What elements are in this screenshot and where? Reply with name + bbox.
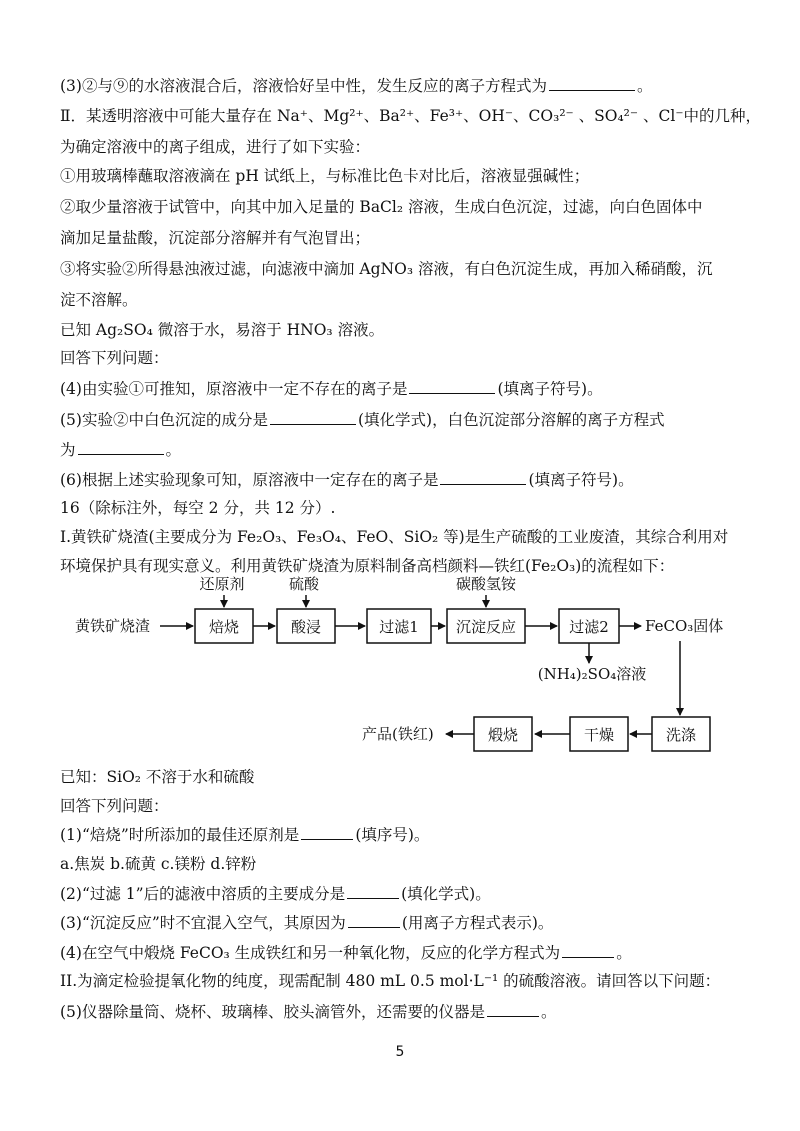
calcine-label: 煅烧 xyxy=(487,726,519,744)
question-4 xyxy=(60,377,760,400)
known-fact-sio2: 已知：SiO₂ 不溶于水和硫酸 xyxy=(60,768,255,786)
filter1-label: 过滤1 xyxy=(379,618,419,636)
text: (6)根据上述实验现象可知，原溶液中一定存在的离子是 xyxy=(60,471,439,489)
experiment-2: ②取少量溶液于试管中，向其中加入足量的 BaCl₂ 溶液，生成白色沉淀，过滤，向白色固体中 xyxy=(60,198,703,216)
text: (5)仪器除量筒、烧杯、玻璃棒、胶头滴管外，还需要的仪器是 xyxy=(60,1003,485,1021)
text: (填化学式)，白色沉淀部分溶解的离子方程式 xyxy=(357,411,665,429)
answer-blank xyxy=(78,438,164,455)
product-label: 产品(铁红) xyxy=(362,725,434,743)
roast-label: 焙烧 xyxy=(208,618,240,636)
question-5-instruments xyxy=(60,1000,760,1023)
answer-blank xyxy=(487,1000,539,1017)
experiment-3-cont: 淀不溶解。 xyxy=(60,291,138,309)
ammonium-bicarbonate-label: 碳酸氢铵 xyxy=(455,575,517,593)
precipitation-label: 沉淀反应 xyxy=(455,618,517,636)
known-fact: 已知 Ag₂SO₄ 微溶于水，易溶于 HNO₃ 溶液。 xyxy=(60,321,385,339)
question-4-calcine xyxy=(60,941,760,964)
answer-blank xyxy=(409,377,495,394)
sulfuric-acid-label: 硫酸 xyxy=(288,575,320,593)
question-1 xyxy=(60,823,760,846)
flow-start-label: 黄铁矿烧渣 xyxy=(75,617,151,635)
text: 为 xyxy=(60,441,76,459)
dry-label: 干燥 xyxy=(583,726,615,744)
section-ii-intro: Ⅱ．某透明溶液中可能大量存在 Na⁺、Mg²⁺、Ba²⁺、Fe³⁺、OH⁻、CO₃²⁻ 、SO₄²⁻ 、Cl⁻中的几种， xyxy=(60,107,762,125)
text: (用离子方程式表示)。 xyxy=(401,914,554,932)
answer-blank xyxy=(270,408,356,425)
answer-blank xyxy=(301,823,353,840)
text: 。 xyxy=(165,441,182,459)
question-1-options: a.焦炭 b.硫黄 c.镁粉 d.锌粉 xyxy=(60,855,257,873)
wash-label: 洗涤 xyxy=(665,726,697,744)
text: 。 xyxy=(540,1003,557,1021)
text: (填离子符号)。 xyxy=(497,380,603,398)
question-16-header: 16（除标注外，每空 2 分，共 12 分）. xyxy=(60,499,336,517)
question-2 xyxy=(60,882,760,905)
process-flow-diagram xyxy=(0,565,800,765)
question-3-part1 xyxy=(60,74,760,97)
question-5-cont xyxy=(60,438,760,461)
reductant-label: 还原剂 xyxy=(199,575,245,593)
filter2-label: 过滤2 xyxy=(569,618,609,636)
answer-blank xyxy=(440,468,526,485)
feco3-label: FeCO₃固体 xyxy=(645,617,724,635)
section-ii-titration: II.为滴定检验提氧化物的纯度，现需配制 480 mL 0.5 mol·L⁻¹ 的硫酸溶液。请回答以下问题： xyxy=(60,972,721,990)
page-number: 5 xyxy=(395,1044,405,1060)
answer-prompt: 回答下列问题： xyxy=(60,349,169,367)
text: (3)“沉淀反应”时不宜混入空气，其原因为 xyxy=(60,914,346,932)
text: (2)“过滤 1”后的滤液中溶质的主要成分是 xyxy=(60,885,346,903)
text: 。 xyxy=(616,944,632,962)
answer-blank xyxy=(347,882,399,899)
text: (填化学式)。 xyxy=(401,885,491,903)
question-5 xyxy=(60,408,760,431)
text: (1)“焙烧”时所添加的最佳还原剂是 xyxy=(60,826,300,844)
experiment-1: ①用玻璃棒蘸取溶液滴在 pH 试纸上，与标准比色卡对比后，溶液显强碱性； xyxy=(60,167,590,185)
question-3 xyxy=(60,911,760,934)
section-ii-intro-cont: 为确定溶液中的离子组成，进行了如下实验： xyxy=(60,138,371,156)
acid-leach-label: 酸浸 xyxy=(290,618,322,636)
byproduct-label: (NH₄)₂SO₄溶液 xyxy=(537,665,647,683)
answer-prompt-2: 回答下列问题： xyxy=(60,797,169,815)
text: (填序号)。 xyxy=(355,826,430,844)
section-i-intro: I.黄铁矿烧渣(主要成分为 Fe₂O₃、Fe₃O₄、FeO、SiO₂ 等)是生产硫酸的工业废渣，其综合利用对 xyxy=(60,528,729,546)
experiment-3: ③将实验②所得悬浊液过滤，向滤液中滴加 AgNO₃ 溶液，有白色沉淀生成，再加入稀硝酸，沉 xyxy=(60,260,713,278)
experiment-2-cont: 滴加足量盐酸，沉淀部分溶解并有气泡冒出； xyxy=(60,229,371,247)
answer-blank xyxy=(562,941,614,958)
answer-blank xyxy=(348,911,400,928)
answer-blank xyxy=(549,74,635,91)
question-6 xyxy=(60,468,760,491)
text: (填离子符号)。 xyxy=(528,471,634,489)
section-i-intro-cont: 环境保护具有现实意义。利用黄铁矿烧渣为原料制备高档颜料—铁红(Fe₂O₃)的流程如下： xyxy=(60,557,675,575)
text: (3)②与⑨的水溶液混合后，溶液恰好呈中性，发生反应的离子方程式为 xyxy=(60,77,547,95)
text: (4)在空气中煅烧 FeCO₃ 生成铁红和另一种氧化物，反应的化学方程式为 xyxy=(60,944,561,962)
text: (5)实验②中白色沉淀的成分是 xyxy=(60,411,268,429)
text: (4)由实验①可推知，原溶液中一定不存在的离子是 xyxy=(60,380,408,398)
text: 。 xyxy=(636,77,653,95)
